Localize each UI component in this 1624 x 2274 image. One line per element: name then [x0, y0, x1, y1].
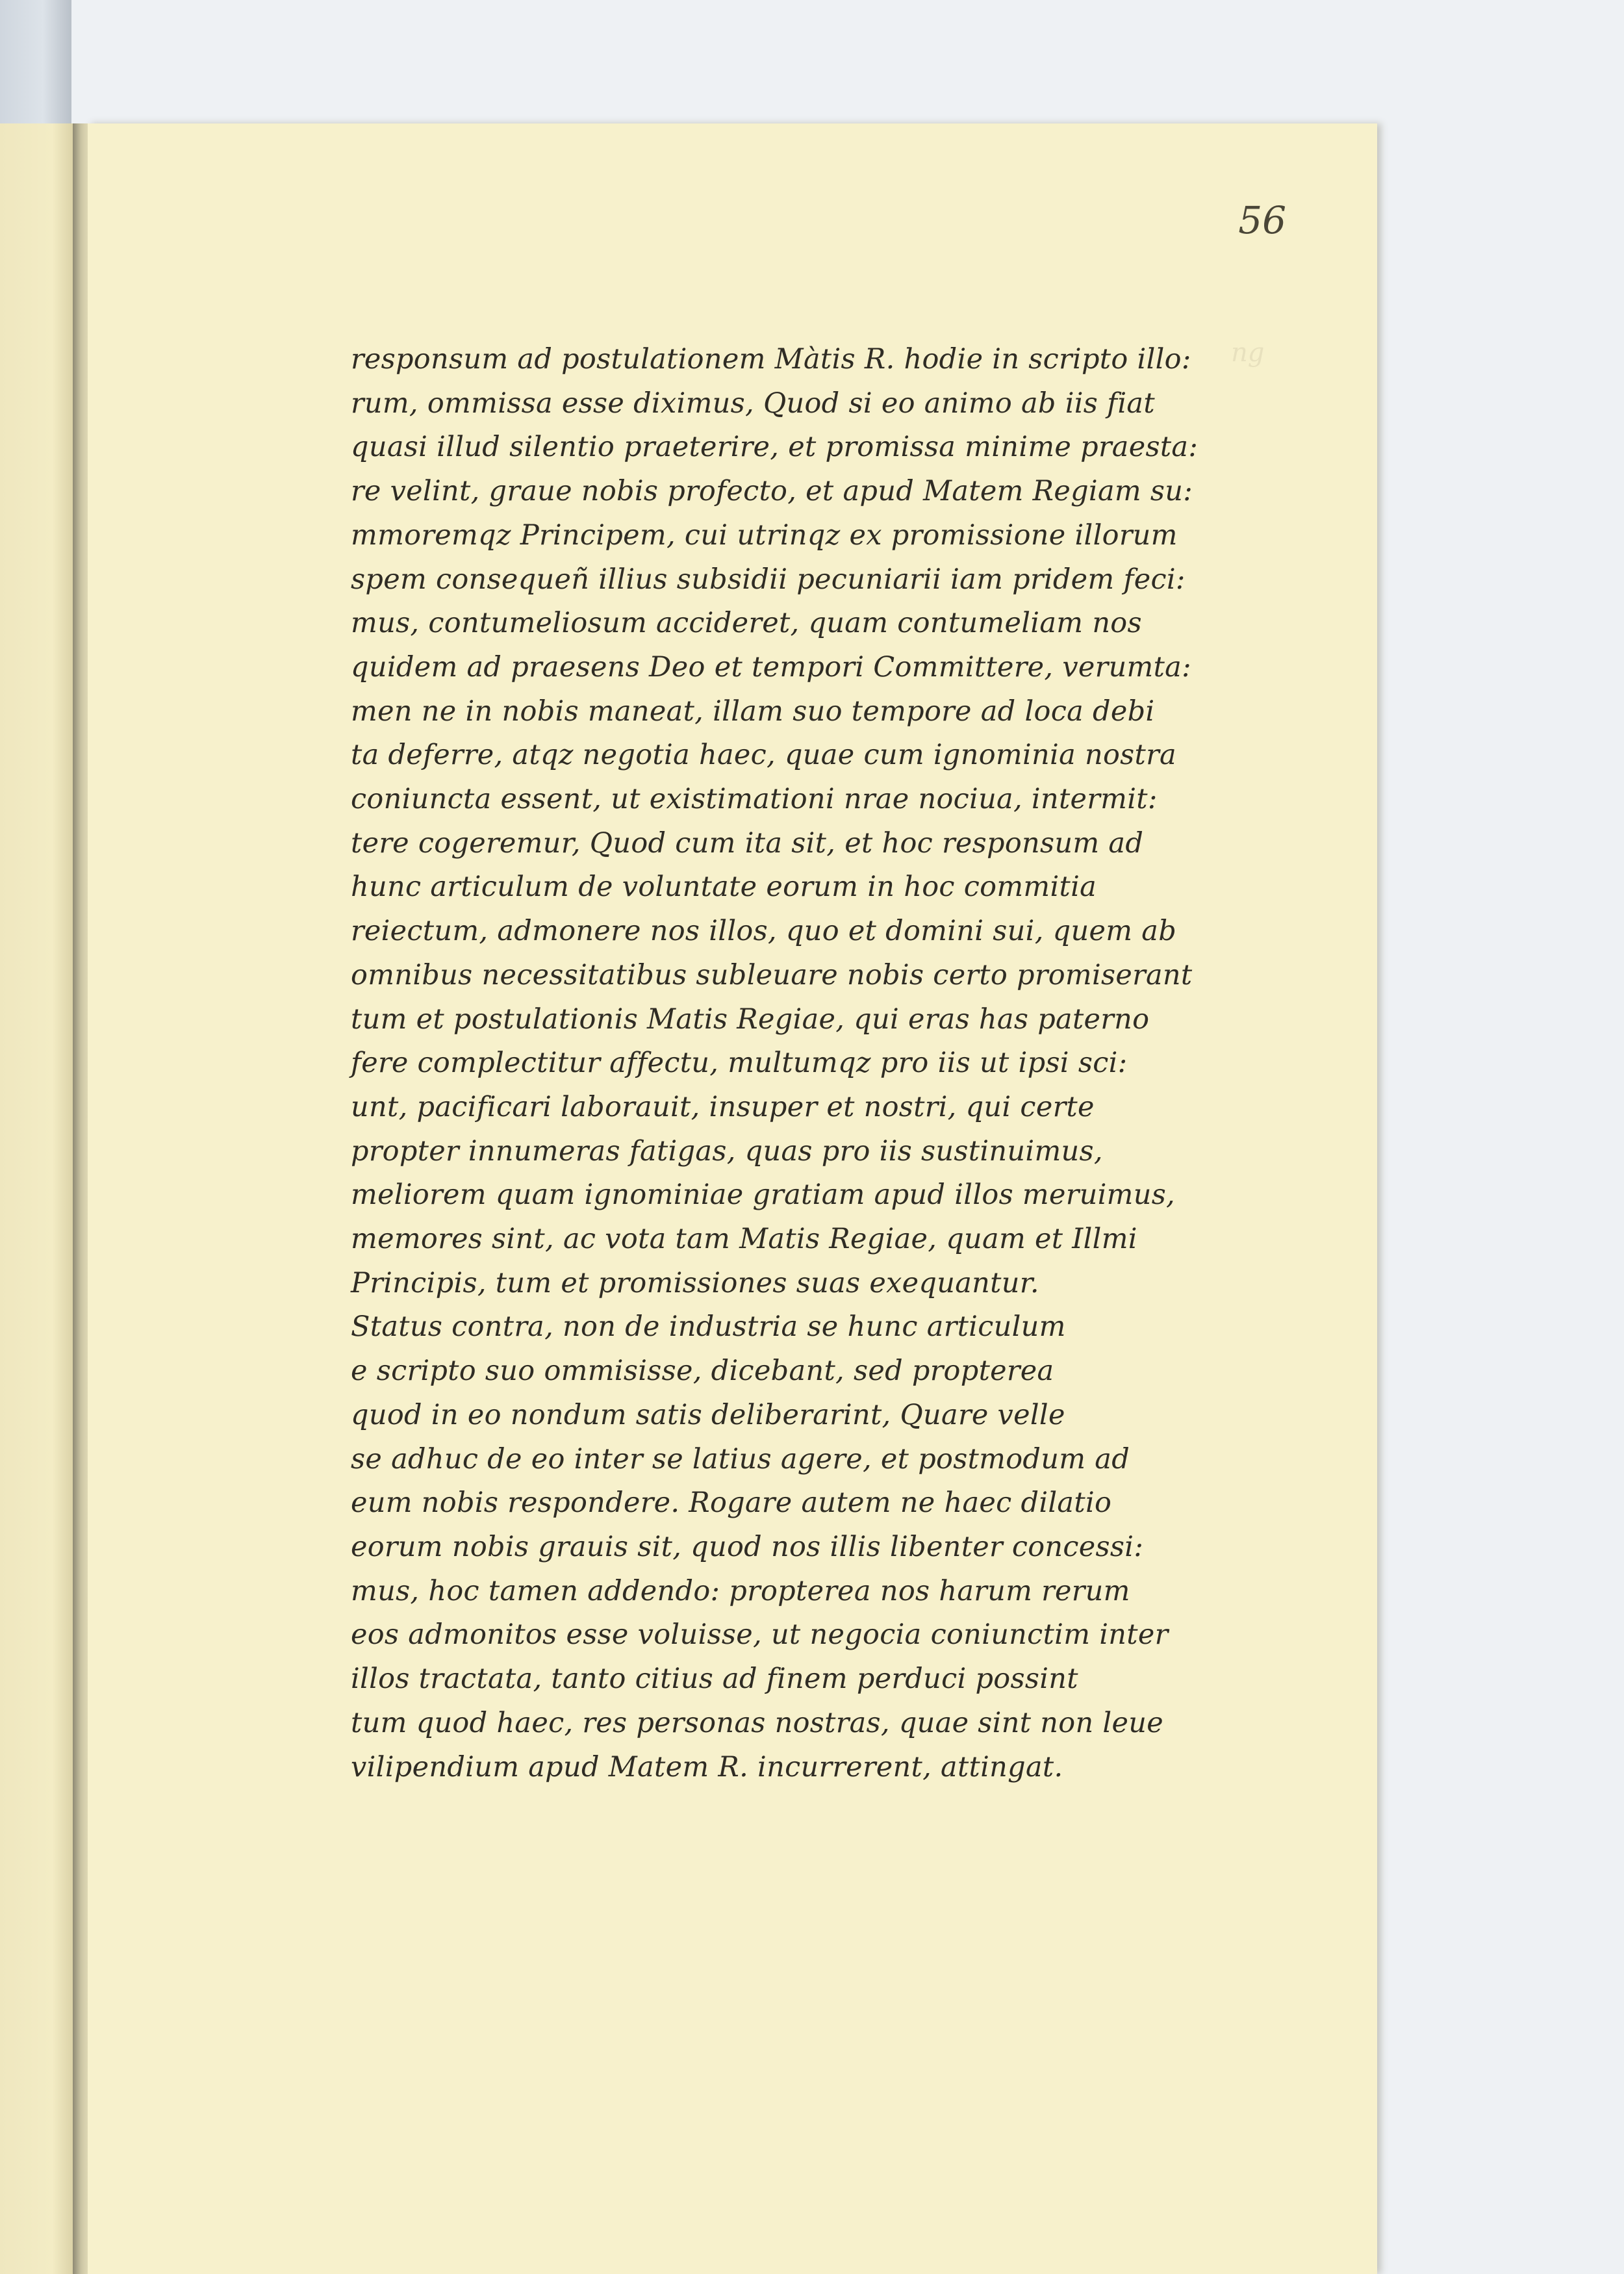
bleed-through-ink: ng — [1231, 338, 1265, 368]
manuscript-line: quod in eo nondum satis deliberarint, Quare velle — [351, 1398, 1065, 1431]
manuscript-line: rum, ommissa esse diximus, Quod si eo animo ab iis fiat — [351, 387, 1155, 420]
manuscript-line: illos tractata, tanto citius ad finem perduci possint — [351, 1663, 1078, 1696]
manuscript-line: e scripto suo ommisisse, dicebant, sed propterea — [351, 1355, 1054, 1388]
manuscript-line: fere complectitur affectu, multumqz pro iis ut ipsi sci: — [351, 1047, 1128, 1080]
manuscript-line: se adhuc de eo inter se latius agere, et postmodum ad — [351, 1442, 1130, 1476]
manuscript-line: tere cogeremur, Quod cum ita sit, et hoc responsum ad — [351, 826, 1144, 860]
manuscript-line: ta deferre, atqz negotia haec, quae cum ignominia nostra — [351, 739, 1176, 772]
manuscript-line: spem consequeñ illius subsidii pecuniarii iam pridem feci: — [351, 563, 1186, 596]
manuscript-text — [351, 338, 1299, 1789]
manuscript-line: quidem ad praesens Deo et tempori Committere, verumta: — [351, 650, 1191, 683]
manuscript-line: reiectum, admonere nos illos, quo et domini sui, quem ab — [351, 915, 1177, 948]
manuscript-line: Status contra, non de industria se hunc articulum — [351, 1310, 1066, 1344]
folio-number: 56 — [1238, 198, 1286, 242]
manuscript-line: propter innumeras fatigas, quas pro iis sustinuimus, — [351, 1134, 1103, 1168]
manuscript-line: Principis, tum et promissiones suas exequantur. — [351, 1266, 1039, 1299]
previous-leaf-edge — [0, 123, 75, 2274]
manuscript-line: mmoremqz Principem, cui utrinqz ex promissione illorum — [351, 518, 1178, 552]
manuscript-line: eorum nobis grauis sit, quod nos illis libenter concessi: — [351, 1530, 1144, 1563]
manuscript-line: quasi illud silentio praeterire, et promissa minime praesta: — [351, 431, 1199, 464]
manuscript-line: coniuncta essent, ut existimationi nrae nociua, intermit: — [351, 783, 1158, 816]
manuscript-line: responsum ad postulationem Màtis R. hodie in scripto illo: — [351, 343, 1191, 376]
manuscript-line: tum et postulationis Matis Regiae, qui eras has paterno — [351, 1003, 1150, 1036]
manuscript-line: unt, pacificari laborauit, insuper et nostri, qui certe — [351, 1090, 1095, 1123]
manuscript-page — [88, 123, 1377, 2274]
manuscript-line: mus, hoc tamen addendo: propterea nos harum rerum — [351, 1574, 1130, 1607]
manuscript-line: men ne in nobis maneat, illam suo tempore ad loca debi — [351, 695, 1155, 728]
manuscript-line: memores sint, ac vota tam Matis Regiae, quam et Illmi — [351, 1223, 1137, 1256]
manuscript-line: tum quod haec, res personas nostras, quae sint non leue — [351, 1706, 1163, 1739]
manuscript-line: hunc articulum de voluntate eorum in hoc commitia — [351, 871, 1097, 904]
manuscript-line: vilipendium apud Matem R. incurrerent, attingat. — [351, 1750, 1063, 1783]
manuscript-line: re velint, graue nobis profecto, et apud Matem Regiam su: — [351, 475, 1193, 508]
manuscript-line: meliorem quam ignominiae gratiam apud illos meruimus, — [351, 1179, 1176, 1212]
manuscript-line: mus, contumeliosum accideret, quam contumeliam nos — [351, 607, 1142, 640]
manuscript-line: omnibus necessitatibus subleuare nobis certo promiserant — [351, 958, 1193, 991]
manuscript-line: eum nobis respondere. Rogare autem ne haec dilatio — [351, 1487, 1112, 1520]
manuscript-line: eos admonitos esse voluisse, ut negocia coniunctim inter — [351, 1618, 1169, 1652]
